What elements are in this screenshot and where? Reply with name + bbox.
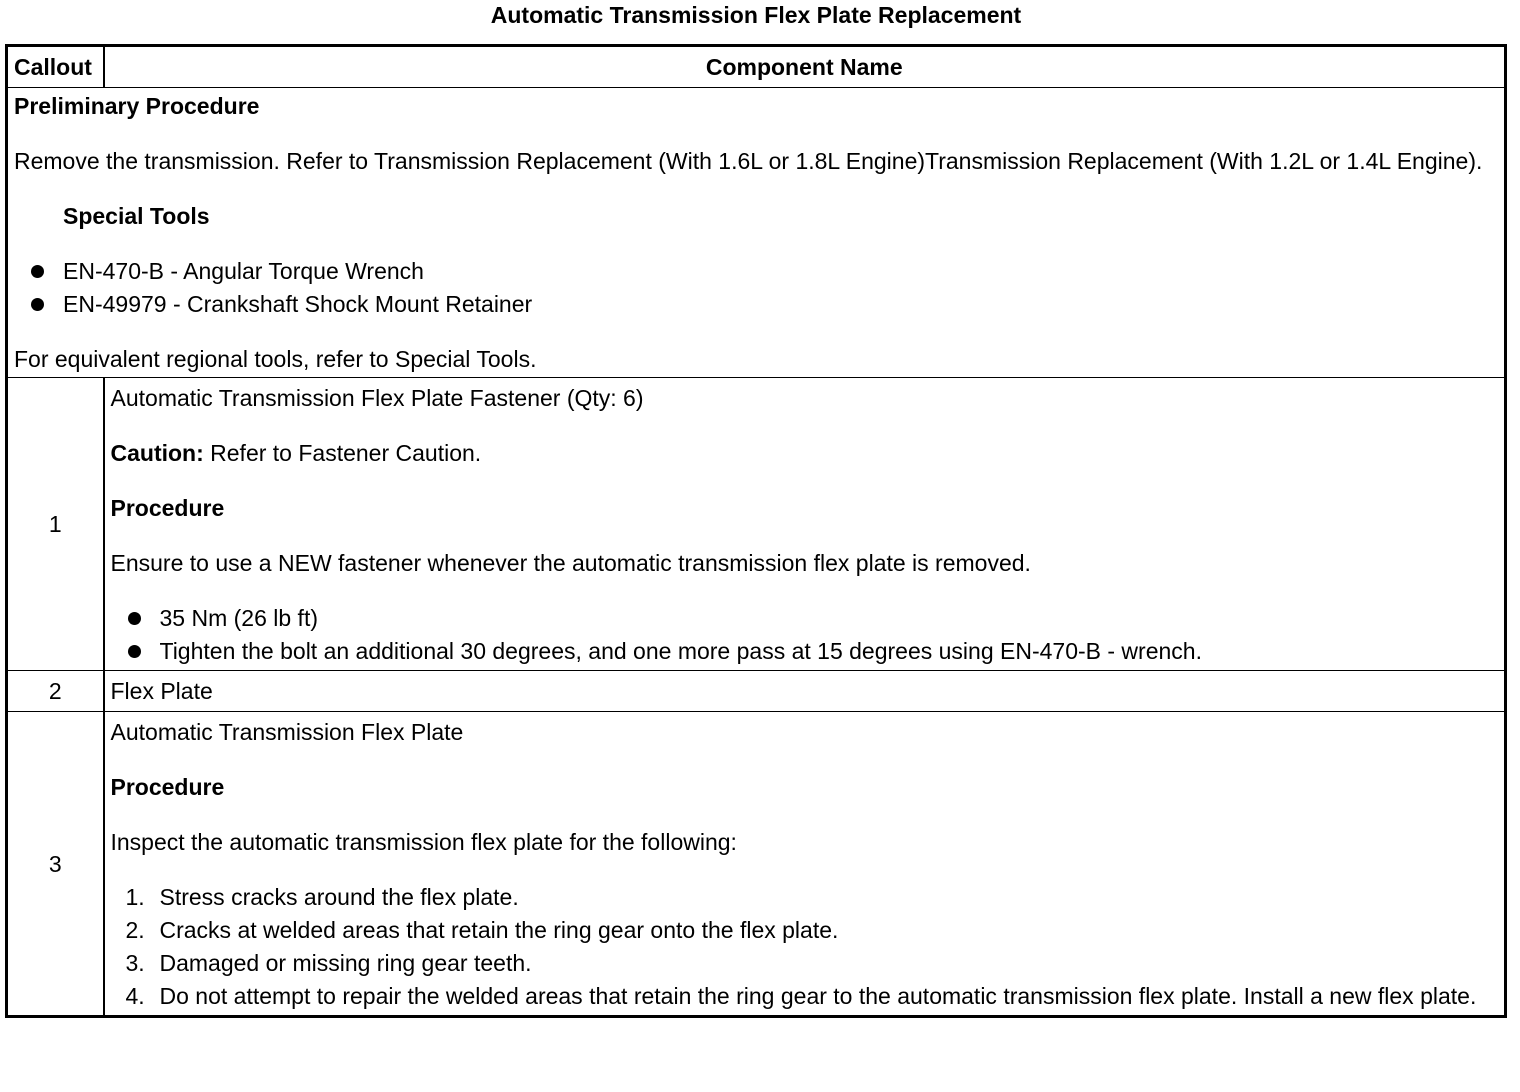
component-name: Automatic Transmission Flex Plate Fastener (Qty: 6) xyxy=(110,385,644,411)
list-item xyxy=(111,948,1499,978)
header-component-name: Component Name xyxy=(104,46,1506,88)
inspection-list xyxy=(111,882,1499,1011)
special-tools-list xyxy=(14,256,1498,319)
procedure-heading: Procedure xyxy=(110,495,225,521)
list-item: 35 Nm (26 lb ft) xyxy=(111,603,1499,633)
list-item xyxy=(111,981,1499,1011)
component-name: Automatic Transmission Flex Plate xyxy=(110,719,464,745)
caution-label: Caution: xyxy=(110,440,204,466)
callout-cell: 2 xyxy=(7,671,104,712)
step-text: Cracks at welded areas that retain the ring gear onto the flex plate. xyxy=(159,917,839,943)
caution-text: Refer to Fastener Caution. xyxy=(203,440,482,466)
step-text: Damaged or missing ring gear teeth. xyxy=(159,950,532,976)
list-item: EN-470-B - Angular Torque Wrench xyxy=(14,256,1498,286)
preliminary-row xyxy=(7,88,1506,378)
caution-note xyxy=(111,438,1499,468)
regional-tools-note: For equivalent regional tools, refer to Special Tools. xyxy=(14,346,537,372)
procedure-heading: Procedure xyxy=(110,774,225,800)
list-item xyxy=(111,915,1499,945)
procedure-text: Ensure to use a NEW fastener whenever the automatic transmission flex plate is removed. xyxy=(110,550,1031,576)
step-number: 3. xyxy=(125,950,145,976)
preliminary-text: Remove the transmission. Refer to Transmission Replacement (With 1.6L or 1.8L Engine)Transmission Replacement (With 1.2L or 1.4L Engine). xyxy=(14,148,1483,174)
table-row xyxy=(7,378,1506,671)
step-text: Stress cracks around the flex plate. xyxy=(159,884,519,910)
list-item: Tighten the bolt an additional 30 degrees, and one more pass at 15 degrees using EN-470-B - wrench. xyxy=(111,636,1499,666)
step-number: 2. xyxy=(125,917,145,943)
callout-cell: 3 xyxy=(7,712,104,1017)
header-callout: Callout xyxy=(7,46,104,88)
step-text: Do not attempt to repair the welded areas that retain the ring gear to the automatic transmission flex plate. Install a new flex plate. xyxy=(159,983,1477,1009)
list-item: EN-49979 - Crankshaft Shock Mount Retainer xyxy=(14,289,1498,319)
table-row xyxy=(7,712,1506,1017)
table-header-row xyxy=(7,46,1506,88)
component-name: Flex Plate xyxy=(110,678,213,704)
table-row xyxy=(7,671,1506,712)
step-number: 4. xyxy=(125,983,145,1009)
step-number: 1. xyxy=(125,884,145,910)
special-tools-heading: Special Tools xyxy=(63,203,210,229)
list-item xyxy=(111,882,1499,912)
procedure-table xyxy=(5,44,1507,1018)
torque-spec-list xyxy=(111,603,1499,666)
page-title: Automatic Transmission Flex Plate Replacement xyxy=(490,2,1022,28)
procedure-text: Inspect the automatic transmission flex plate for the following: xyxy=(110,829,737,855)
callout-cell: 1 xyxy=(7,378,104,671)
preliminary-heading: Preliminary Procedure xyxy=(14,93,260,119)
